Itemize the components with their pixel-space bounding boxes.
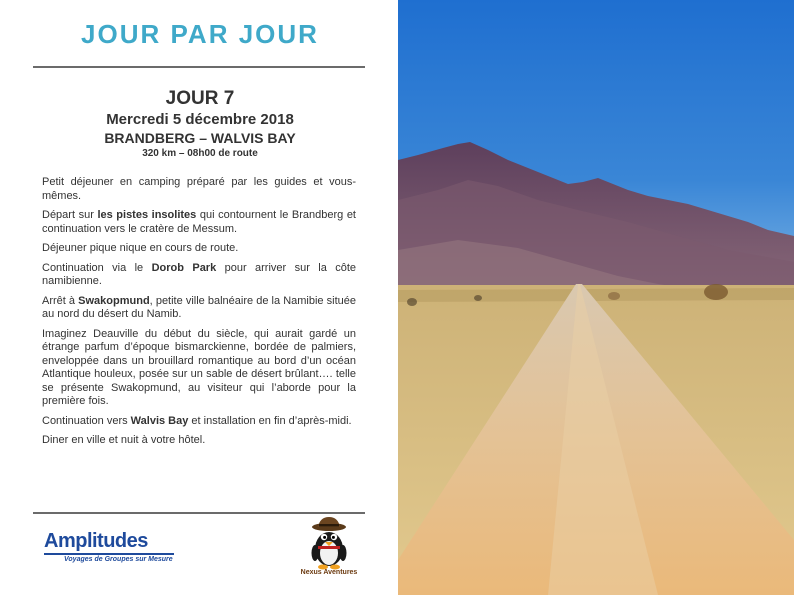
paragraph-walvis xyxy=(42,415,356,429)
text-segment: pour arriver sur la côte namibienne. xyxy=(42,261,357,287)
bottom-divider xyxy=(33,512,365,514)
paragraph-departure xyxy=(42,209,356,236)
paragraph-dinner: Diner en ville et nuit à votre hôtel. xyxy=(42,434,206,446)
amplitudes-tagline: Voyages de Groupes sur Mesure xyxy=(64,556,173,563)
text-segment: Continuation vers xyxy=(42,414,131,427)
day-title: JOUR 7 xyxy=(165,88,235,109)
paragraph-description: Imaginez Deauville du début du siècle, qui aurait gardé un étrange parfum d’époque bismarckienne, bordée de palmiers, enveloppée dans un brouillard romantique au bord d’un océan Atlantique houleux, posée sur un sable de désert brûlant…. telle se présente Swakopmund, au visiteur qui l’aborde pour la première fois. xyxy=(42,327,356,407)
photo-panel xyxy=(398,0,794,595)
day-date: Mercredi 5 décembre 2018 xyxy=(106,111,294,128)
text-highlight: Walvis Bay xyxy=(130,414,189,427)
amplitudes-underline xyxy=(44,553,174,555)
text-highlight: les pistes insolites xyxy=(97,209,197,221)
text-segment: qui contournent le Brandberg et continuation vers le cratère de Messum. xyxy=(42,209,356,235)
text-segment: , petite ville balnéaire de la Namibie située au nord du désert du Namib. xyxy=(42,294,357,320)
paragraph-swakopmund xyxy=(42,295,356,322)
penguin-explorer-icon xyxy=(296,515,362,571)
amplitudes-logo xyxy=(44,530,194,563)
text-segment: Arrêt à xyxy=(42,294,79,307)
text-segment: Départ sur xyxy=(42,209,98,221)
day-route: BRANDBERG – WALVIS BAY xyxy=(104,130,296,146)
text-highlight: Swakopmund xyxy=(78,294,150,307)
text-segment: Continuation via le xyxy=(42,261,152,274)
nexus-name: Nexus Aventures xyxy=(300,569,358,576)
paragraph-lunch: Déjeuner pique nique en cours de route. xyxy=(42,242,239,254)
page-title: JOUR PAR JOUR xyxy=(81,19,319,49)
text-highlight: Dorob Park xyxy=(151,261,217,274)
nexus-logo xyxy=(296,515,362,579)
paragraph-dorob xyxy=(42,262,356,289)
itinerary-text xyxy=(42,176,356,454)
day-header xyxy=(34,88,366,161)
amplitudes-name: Amplitudes xyxy=(44,530,148,552)
top-divider xyxy=(33,66,365,68)
paragraph-breakfast: Petit déjeuner en camping préparé par les guides et vous-mêmes. xyxy=(42,176,356,202)
desert-road-photo xyxy=(398,0,794,595)
day-distance: 320 km – 08h00 de route xyxy=(142,148,258,159)
text-segment: et installation en fin d’après-midi. xyxy=(188,414,352,427)
